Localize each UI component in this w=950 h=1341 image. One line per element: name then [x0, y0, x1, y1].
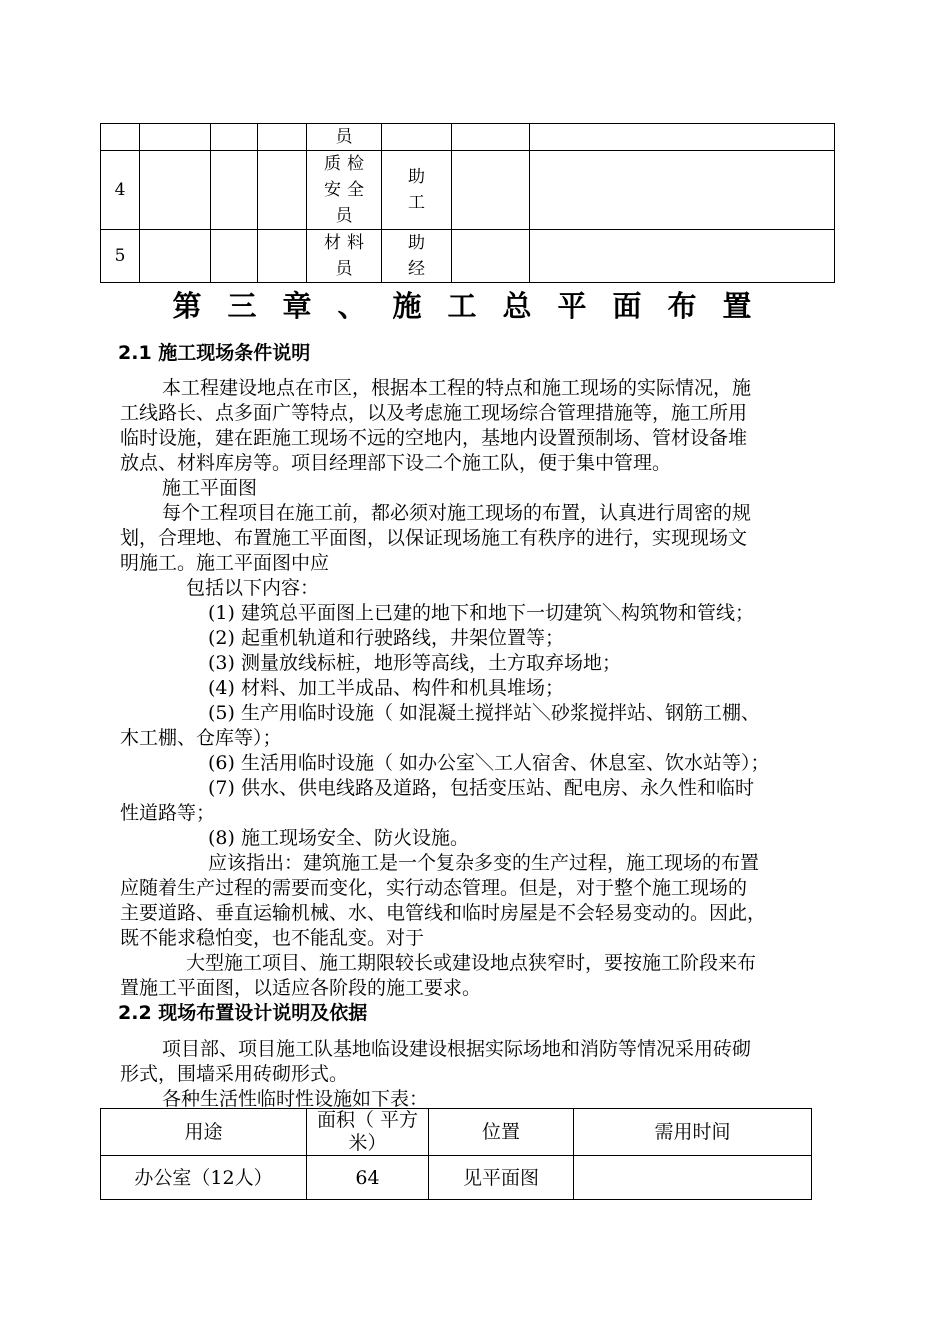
table-cell [574, 1156, 812, 1200]
table-row [101, 1156, 812, 1200]
paragraph-line: 划，合理地、布置施工平面图，以保证现场施工有秩序的进行，实现现场文 [120, 527, 748, 549]
paragraph-line: 工线路长、点多面广等特点，以及考虑施工现场综合管理措施等，施工所用 [120, 402, 748, 424]
list-item: (4) 材料、加工半成品、构件和机具堆场； [208, 677, 564, 699]
row-number [101, 124, 140, 151]
list-item: (1) 建筑总平面图上已建的地下和地下一切建筑＼构筑物和管线； [208, 602, 754, 624]
paragraph-line: 项目部、项目施工队基地临设建设根据实际场地和消防等情况采用砖砌 [162, 1038, 752, 1060]
row-number: 4 [101, 151, 140, 230]
list-item: (3) 测量放线标桩，地形等高线，土方取弃场地； [208, 652, 621, 674]
paragraph-line: 每个工程项目在施工前，都必须对施工现场的布置，认真进行周密的规 [162, 502, 752, 524]
column-header: 需用时间 [574, 1109, 812, 1156]
column-header: 面积（ 平方米） [307, 1109, 429, 1156]
column-header: 用途 [101, 1109, 307, 1156]
list-item: 木工棚、仓库等）； [120, 727, 282, 749]
role-cell: 质检 安全 员 [307, 151, 382, 230]
paragraph-line: 明施工。施工平面图中应 [120, 552, 330, 574]
table-header-row [101, 1109, 812, 1156]
grade-cell: 助 工 [382, 151, 452, 230]
paragraph-line: 主要道路、垂直运输机械、水、电管线和临时房屋是不会轻易变动的。因此， [120, 902, 767, 924]
role-cell: 员 [307, 124, 382, 151]
table-row [101, 124, 835, 151]
facility-table [100, 1108, 812, 1200]
paragraph-line: 本工程建设地点在市区，根据本工程的特点和施工现场的实际情况，施 [162, 377, 752, 399]
paragraph-line: 置施工平面图，以适应各阶段的施工要求。 [120, 977, 482, 999]
grade-cell: 助 经 [382, 230, 452, 283]
section-heading: 2.1 施工现场条件说明 [118, 342, 311, 364]
paragraph-line: 临时设施，建在距施工现场不远的空地内，基地内设置预制场、管材设备堆 [120, 427, 748, 449]
paragraph-line: 放点、材料库房等。项目经理部下设二个施工队，便于集中管理。 [120, 452, 672, 474]
list-item: (2) 起重机轨道和行驶路线，井架位置等； [208, 627, 564, 649]
table-row [101, 230, 835, 283]
list-item: (5) 生产用临时设施（ 如混凝土搅拌站＼砂浆搅拌站、钢筋工棚、 [208, 702, 760, 724]
column-header: 位置 [429, 1109, 574, 1156]
row-number: 5 [101, 230, 140, 283]
table-row [101, 151, 835, 230]
paragraph-line: 施工平面图 [162, 477, 258, 499]
paragraph-line: 各种生活性临时性设施如下表： [162, 1088, 429, 1110]
table-cell: 办公室（12人） [101, 1156, 307, 1200]
list-item: (7) 供水、供电线路及道路，包括变压站、配电房、永久性和临时 [208, 777, 754, 799]
list-item: 性道路等； [120, 802, 216, 824]
paragraph-line: 大型施工项目、施工期限较长或建设地点狭窄时，要按施工阶段来布 [186, 952, 757, 974]
paragraph-line: 形式，围墙采用砖砌形式。 [120, 1063, 349, 1085]
role-cell: 材料 员 [307, 230, 382, 283]
section-heading: 2.2 现场布置设计说明及依据 [118, 1002, 368, 1024]
paragraph-line: 包括以下内容： [186, 577, 320, 599]
staff-table [100, 123, 835, 283]
list-item: (6) 生活用临时设施（ 如办公室＼工人宿舍、休息室、饮水站等）； [208, 752, 770, 774]
list-item: (8) 施工现场安全、防火设施。 [208, 827, 469, 849]
chapter-title: 第三章、施工总平面布置 [172, 289, 778, 323]
paragraph-line: 应随着生产过程的需要而变化，实行动态管理。但是，对于整个施工现场的 [120, 877, 748, 899]
paragraph-line: 既不能求稳怕变，也不能乱变。对于 [120, 927, 425, 949]
paragraph-line: 应该指出：建筑施工是一个复杂多变的生产过程，施工现场的布置 [208, 852, 760, 874]
table-cell: 64 [307, 1156, 429, 1200]
table-cell: 见平面图 [429, 1156, 574, 1200]
